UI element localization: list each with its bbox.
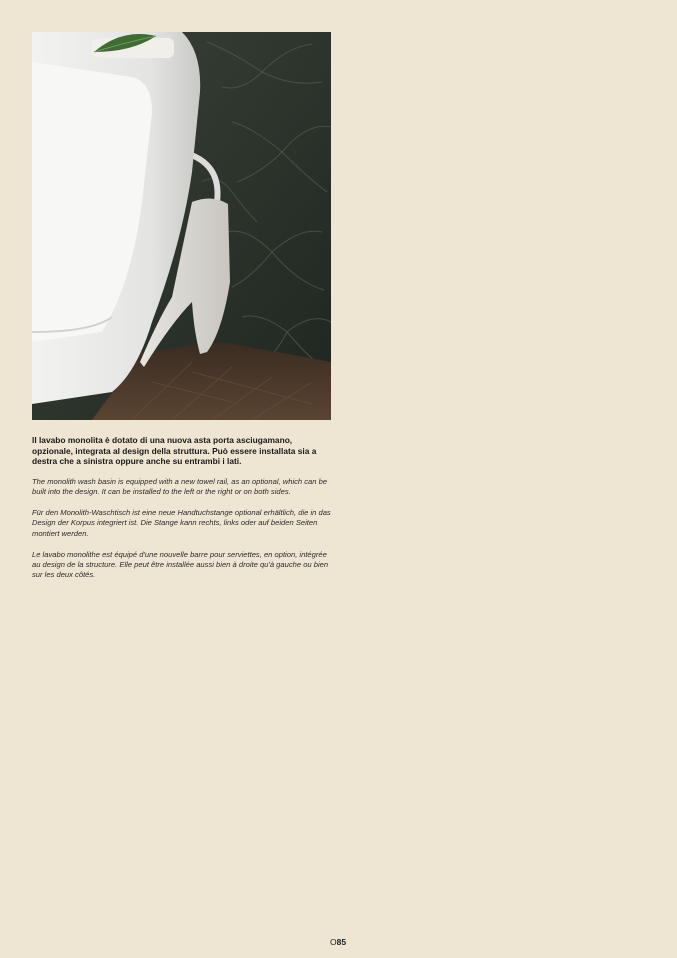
wash-basin-photo [32, 32, 331, 420]
page-mark: O [330, 937, 337, 947]
description-german: Für den Monolith-Waschtisch ist eine neue Handtuchstange optional erhältlich, die in das Design der Korpus integriert ist. Die Stange kann rechts, links oder auf beiden Seiten montiert werden. [32, 508, 331, 538]
page-number [330, 937, 346, 947]
description-english: The monolith wash basin is equipped with a new towel rail, as an optional, which can be built into the design. It can be installed to the left or the right or on both sides. [32, 476, 328, 496]
description-block [32, 435, 332, 591]
page-number-value: 85 [336, 937, 347, 947]
description-italian: Il lavabo monolita è dotato di una nuova asta porta asciugamano, opzionale, integrata al design della struttura. Può essere installata sia a destra che a sinistra oppure anche su entrambi i lati. [32, 435, 317, 467]
description-french: Le lavabo monolithe est équipé d'une nouvelle barre pour serviettes, en option, intégrée au design de la structure. Elle peut être installée aussi bien à droite qu'à gauche ou bien sur les deux côtés. [32, 549, 329, 580]
